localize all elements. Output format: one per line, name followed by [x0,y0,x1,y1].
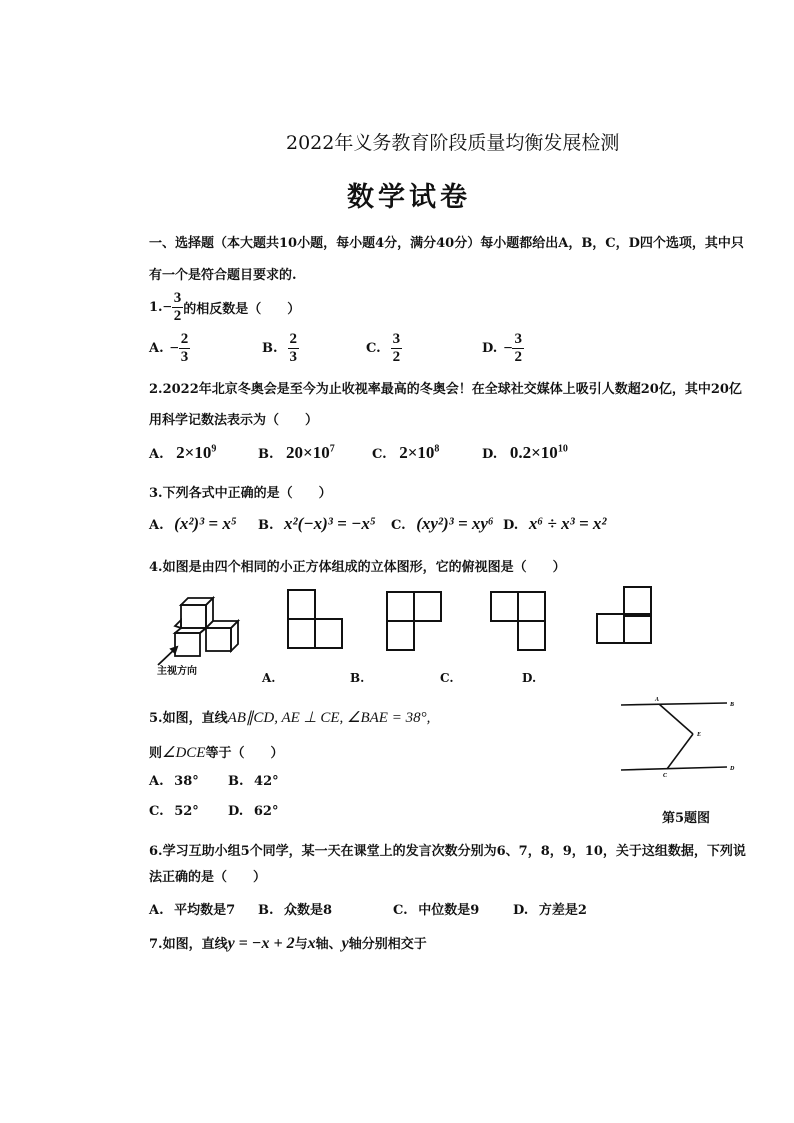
q1-sign: − [162,298,172,316]
option-label: B. [258,447,274,462]
option-value: 38° [174,774,199,789]
q5-text: 5.如图，直线 [149,711,228,726]
option-label: A. [149,447,164,462]
q5-option-d [228,804,278,819]
q1-stem-text: 的相反数是（ ） [183,302,301,317]
option-label: A. [149,518,164,533]
q7-x-axis: x [307,935,316,952]
q5-option-b [228,774,279,789]
q4-option-a-label: A. [262,671,276,685]
question-6-line1: 6.学习互助小组5个同学，某一天在课堂上的发言次数分别为6、7，8，9，10，关于这组数据，下列说 [149,844,746,859]
option-label: B. [228,774,244,789]
expr-base: 0.2×10 [509,443,558,462]
option-expression: (xy²)³ = xy⁶ [416,514,494,533]
option-label: B. [262,341,278,356]
question-3-stem: 3.下列各式中正确的是（ ） [149,486,332,501]
option-fraction [391,332,403,365]
option-value: 42° [254,774,279,789]
question-1-stem [149,291,300,324]
option-expression: x²(−x)³ = −x⁵ [284,514,376,533]
option-value: 52° [174,804,199,819]
frac-num: 3 [392,331,401,347]
q5-figure-caption: 第5题图 [662,811,711,826]
expr-base: 20×10 [286,443,330,462]
option-expression: x⁶ ÷ x³ = x² [528,514,607,533]
q1-frac-den: 2 [173,308,182,324]
option-text: 中位数是9 [418,903,480,918]
option-label: C. [149,804,164,819]
grid-square [490,591,519,622]
q6-option-a [149,899,235,918]
option-label: D. [503,518,519,533]
option-label: C. [393,903,408,918]
q1-fraction [172,291,184,324]
q7-text: 轴、 [315,937,342,952]
grid-square [517,620,546,651]
option-label: A. [149,903,164,918]
q5-option-a [149,774,199,789]
q2-option-d [482,443,568,463]
option-fraction [512,332,524,365]
grid-square [287,589,316,620]
q7-y-axis: y [341,935,349,952]
frac-den: 3 [180,349,189,365]
expr-base: 2×10 [176,443,212,462]
question-5-line2 [149,742,283,762]
option-label: C. [372,447,387,462]
option-sign: − [503,339,513,357]
grid-square [314,618,343,649]
q2-option-a [149,443,216,463]
q1-number: 1. [149,300,163,315]
grid-square [517,591,546,622]
question-7-stem [149,933,427,953]
point-label-e: E [697,732,702,738]
option-expression: (x²)³ = x⁵ [174,514,237,533]
q5-math: AB∥CD, AE ⊥ CE, ∠BAE = 38°, [227,710,431,726]
option-text: 众数是8 [284,903,333,918]
grid-square [596,613,625,644]
question-4-stem: 4.如图是由四个相同的小正方体组成的立体图形，它的俯视图是（ ） [149,560,566,575]
point-label-b: B [730,702,735,708]
option-label: A. [149,774,164,789]
frac-num: 2 [180,331,189,347]
option-text: 平均数是7 [174,903,236,918]
q1-frac-num: 3 [173,290,182,306]
question-5-line1 [149,707,430,727]
question-6-line2: 法正确的是（ ） [149,870,267,885]
question-2-line1: 2.2022年北京冬奥会是至今为止收视率最高的冬奥会！在全球社交媒体上吸引人数超20亿，其中20亿 [149,382,742,397]
q7-text: 轴分别相交于 [348,937,427,952]
option-label: D. [482,447,498,462]
q1-option-a [149,332,190,365]
expr-exp: 10 [557,443,568,455]
q1-option-c [366,332,402,365]
q6-option-d [513,899,587,918]
expr-exp: 7 [329,443,335,455]
q2-option-b [258,443,335,463]
expr-exp: 8 [434,443,440,455]
option-label: D. [513,903,529,918]
q5-math: ∠DCE [162,745,206,761]
expr-exp: 9 [211,443,217,455]
option-expression [399,443,439,462]
q1-option-b [262,332,299,365]
q5-text: 则 [149,746,163,761]
section1-intro-line2: 有一个是符合题目要求的. [149,268,297,283]
option-label: D. [228,804,244,819]
q4-option-b-label: B. [350,671,365,685]
option-expression [286,443,335,462]
grid-square [623,613,652,644]
option-value: 62° [253,804,279,819]
option-expression [176,443,216,462]
q6-option-c [393,899,479,918]
grid-square [386,620,415,651]
option-fraction [288,332,300,365]
option-label: B. [258,518,274,533]
exam-subtitle: 数学试卷 [347,182,471,213]
point-label-d: D [730,766,735,772]
frac-num: 3 [514,331,522,347]
grid-square [413,591,442,622]
section1-intro-line1: 一、选择题（本大题共10小题，每小题4分，满分40分）每小题都给出A，B，C，D四个选项，其中只 [149,236,744,251]
option-text: 方差是2 [538,903,587,918]
q5-text: 等于（ ） [205,746,284,761]
q6-option-b [258,899,332,918]
q5-parallel-lines-figure [615,693,745,783]
q3-option-d [503,514,607,534]
q3-option-b [258,514,376,534]
q4-option-c-label: C. [440,671,454,685]
option-label: D. [482,341,498,356]
q4-option-d-label: D. [522,671,537,685]
grid-square [287,618,316,649]
q4-view-direction-label: 主视方向 [157,666,197,677]
q7-text: 7.如图，直线 [149,937,228,952]
point-label-c: C [663,773,668,779]
q2-option-c [372,443,439,463]
frac-den: 2 [514,349,522,365]
option-label: B. [258,903,274,918]
option-label: C. [391,518,406,533]
q1-option-d [482,332,524,365]
question-2-line2: 用科学记数法表示为（ ） [149,413,319,428]
option-sign: − [169,339,179,357]
frac-num: 2 [289,331,298,347]
point-label-a: A [655,697,660,703]
option-fraction [179,332,191,365]
option-label: A. [149,341,164,356]
q7-text: 与 [294,937,308,952]
q3-option-c [391,514,494,534]
option-label: C. [366,341,381,356]
frac-den: 3 [289,349,298,365]
grid-square [386,591,415,622]
option-expression [510,443,568,462]
frac-den: 2 [392,349,401,365]
exam-title: 2022年义务教育阶段质量均衡发展检测 [286,132,620,154]
q3-option-a [149,514,237,534]
q5-option-c [149,804,199,819]
expr-base: 2×10 [399,443,435,462]
q7-math: y = −x + 2 [227,935,295,952]
